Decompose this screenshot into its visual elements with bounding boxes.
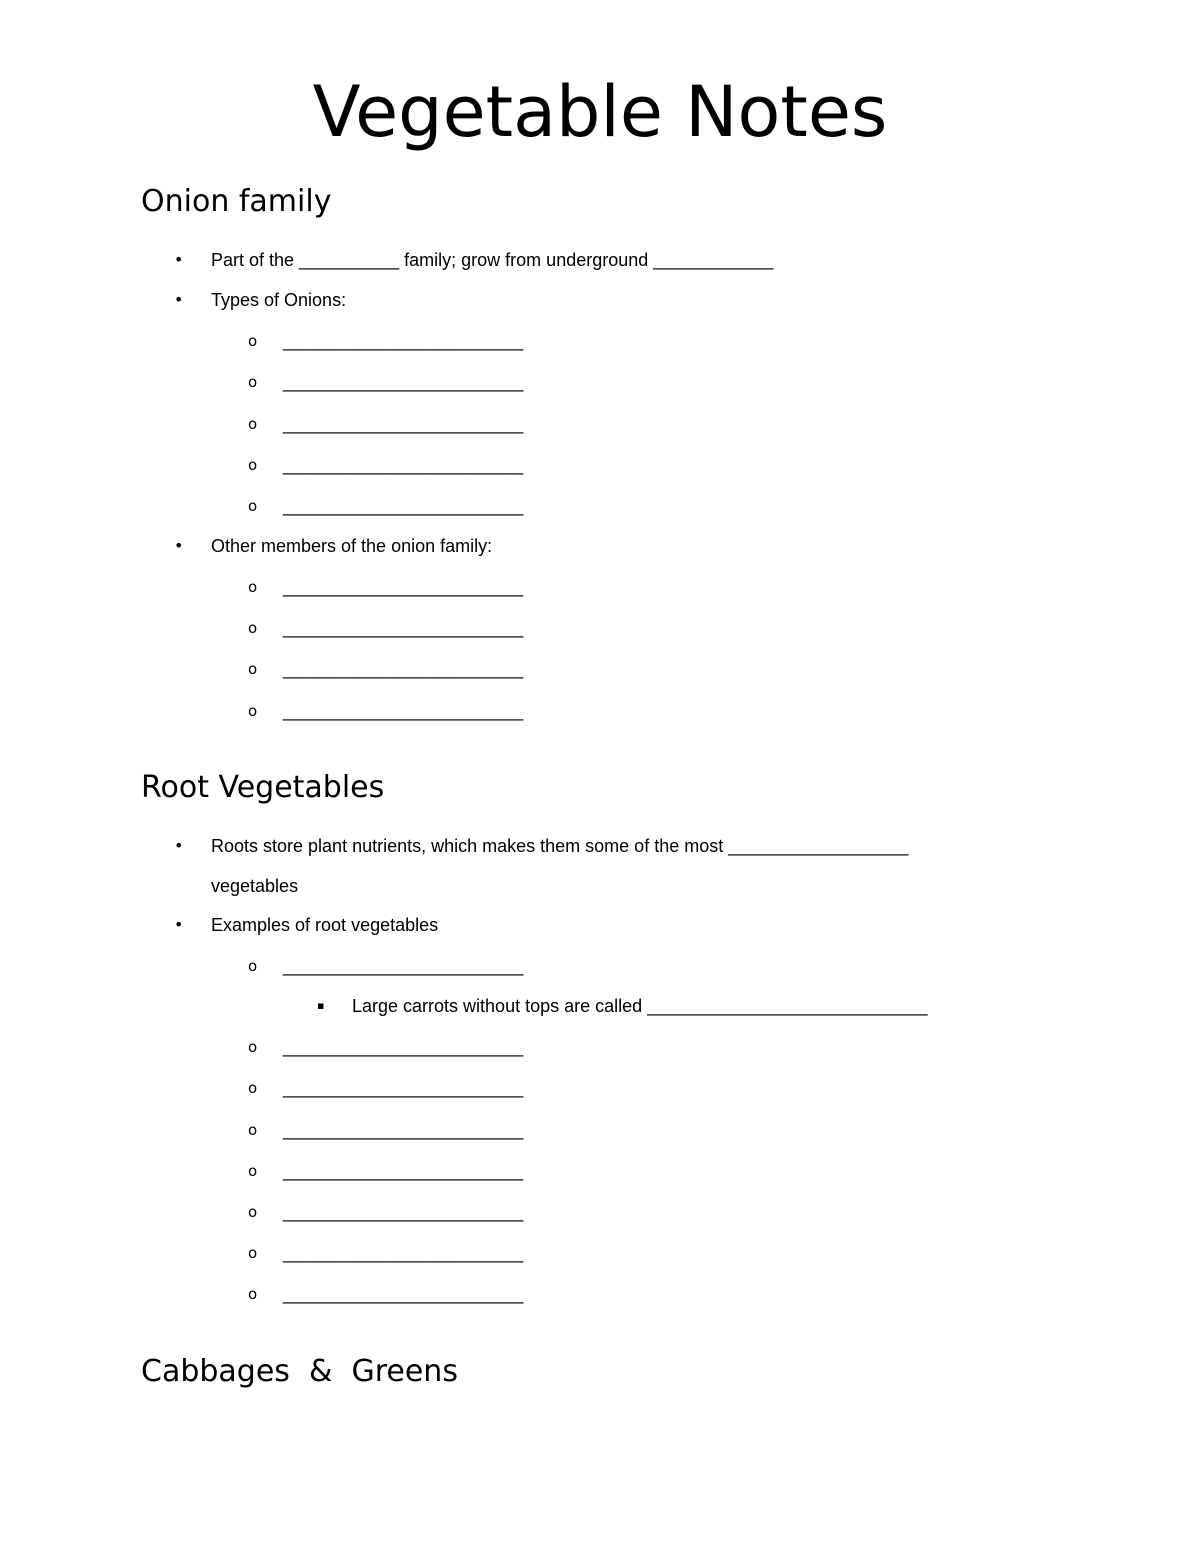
circle-bullet-icon: o: [248, 702, 258, 720]
onion-types-label: Types of Onions:: [211, 290, 347, 310]
circle-bullet-icon: o: [248, 373, 258, 391]
root-example-blank: ________________________: [283, 1202, 524, 1222]
root-example-blank: ________________________: [283, 1161, 524, 1181]
square-bullet-icon: ▪: [317, 999, 325, 1012]
circle-bullet-icon: o: [248, 1285, 258, 1303]
root-nutrients-text: Roots store plant nutrients, which makes them some of the most __________________: [211, 836, 909, 856]
circle-bullet-icon: o: [248, 619, 258, 637]
root-example-blank: ________________________: [283, 1120, 524, 1140]
root-examples-label: Examples of root vegetables: [211, 915, 439, 935]
circle-bullet-icon: o: [248, 660, 258, 678]
onion-other-members-label: Other members of the onion family:: [211, 536, 493, 556]
root-example-blank: ________________________: [283, 1037, 524, 1057]
circle-bullet-icon: o: [248, 957, 258, 975]
section-heading-root-vegetables: Root Vegetables: [141, 770, 385, 805]
circle-bullet-icon: o: [248, 415, 258, 433]
circle-bullet-icon: o: [248, 578, 258, 596]
root-example-blank: ________________________: [283, 956, 524, 976]
circle-bullet-icon: o: [248, 456, 258, 474]
bullet-icon: •: [174, 536, 184, 555]
onion-type-blank: ________________________: [283, 455, 524, 475]
circle-bullet-icon: o: [248, 1079, 258, 1097]
circle-bullet-icon: o: [248, 497, 258, 515]
circle-bullet-icon: o: [248, 1038, 258, 1056]
onion-other-blank: ________________________: [283, 701, 524, 721]
onion-other-blank: ________________________: [283, 618, 524, 638]
circle-bullet-icon: o: [248, 1121, 258, 1139]
bullet-icon: •: [174, 290, 184, 309]
onion-other-blank: ________________________: [283, 577, 524, 597]
root-carrots-note: Large carrots without tops are called ____________________________: [352, 996, 928, 1016]
onion-part-of-text: Part of the __________ family; grow from underground ____________: [211, 250, 774, 270]
onion-other-blank: ________________________: [283, 659, 524, 679]
circle-bullet-icon: o: [248, 1244, 258, 1262]
bullet-icon: •: [174, 836, 184, 855]
page-title: Vegetable Notes: [312, 71, 888, 153]
onion-type-blank: ________________________: [283, 331, 524, 351]
bullet-icon: •: [174, 250, 184, 269]
section-heading-cabbages-greens: Cabbages & Greens: [141, 1354, 458, 1389]
root-nutrients-text-continued: vegetables: [211, 876, 299, 896]
root-example-blank: ________________________: [283, 1243, 524, 1263]
circle-bullet-icon: o: [248, 1203, 258, 1221]
onion-type-blank: ________________________: [283, 372, 524, 392]
circle-bullet-icon: o: [248, 332, 258, 350]
root-example-blank: ________________________: [283, 1078, 524, 1098]
circle-bullet-icon: o: [248, 1162, 258, 1180]
section-heading-onion-family: Onion family: [141, 184, 332, 219]
root-example-blank: ________________________: [283, 1284, 524, 1304]
onion-type-blank: ________________________: [283, 496, 524, 516]
onion-type-blank: ________________________: [283, 414, 524, 434]
bullet-icon: •: [174, 915, 184, 934]
